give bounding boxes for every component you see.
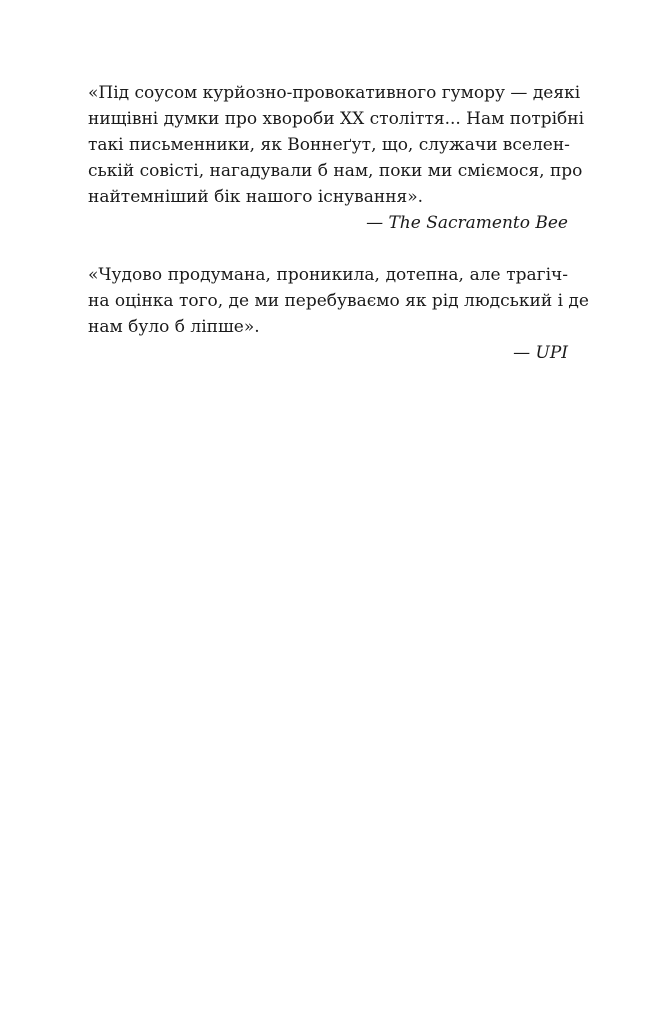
book-page-text [88, 80, 589, 366]
quote-line: найтемніший бік нашого існування». [88, 187, 424, 207]
quote-source: — UPI [513, 343, 568, 363]
quote-line: ській совісті, нагадували б нам, поки ми сміємося, про [88, 161, 583, 181]
quote-line: «Чудово продумана, проникила, дотепна, але трагіч- [88, 265, 568, 285]
quote-line: нам було б ліпше». [88, 317, 260, 337]
quote-line: нищівні думки про хвороби XX століття... Нам потрібні [88, 109, 585, 129]
review-blurb-upi [88, 262, 589, 366]
quote-line: «Під соусом курйозно-провокативного гумору — деякі [88, 83, 581, 103]
quote-line: на оцінка того, де ми перебуваємо як рід людський і де [88, 291, 589, 311]
review-blurb-sacramento-bee [88, 80, 585, 236]
quote-line: такі письменники, як Воннеґут, що, служачи вселен- [88, 135, 570, 155]
quote-source: — The Sacramento Bee [366, 213, 568, 233]
